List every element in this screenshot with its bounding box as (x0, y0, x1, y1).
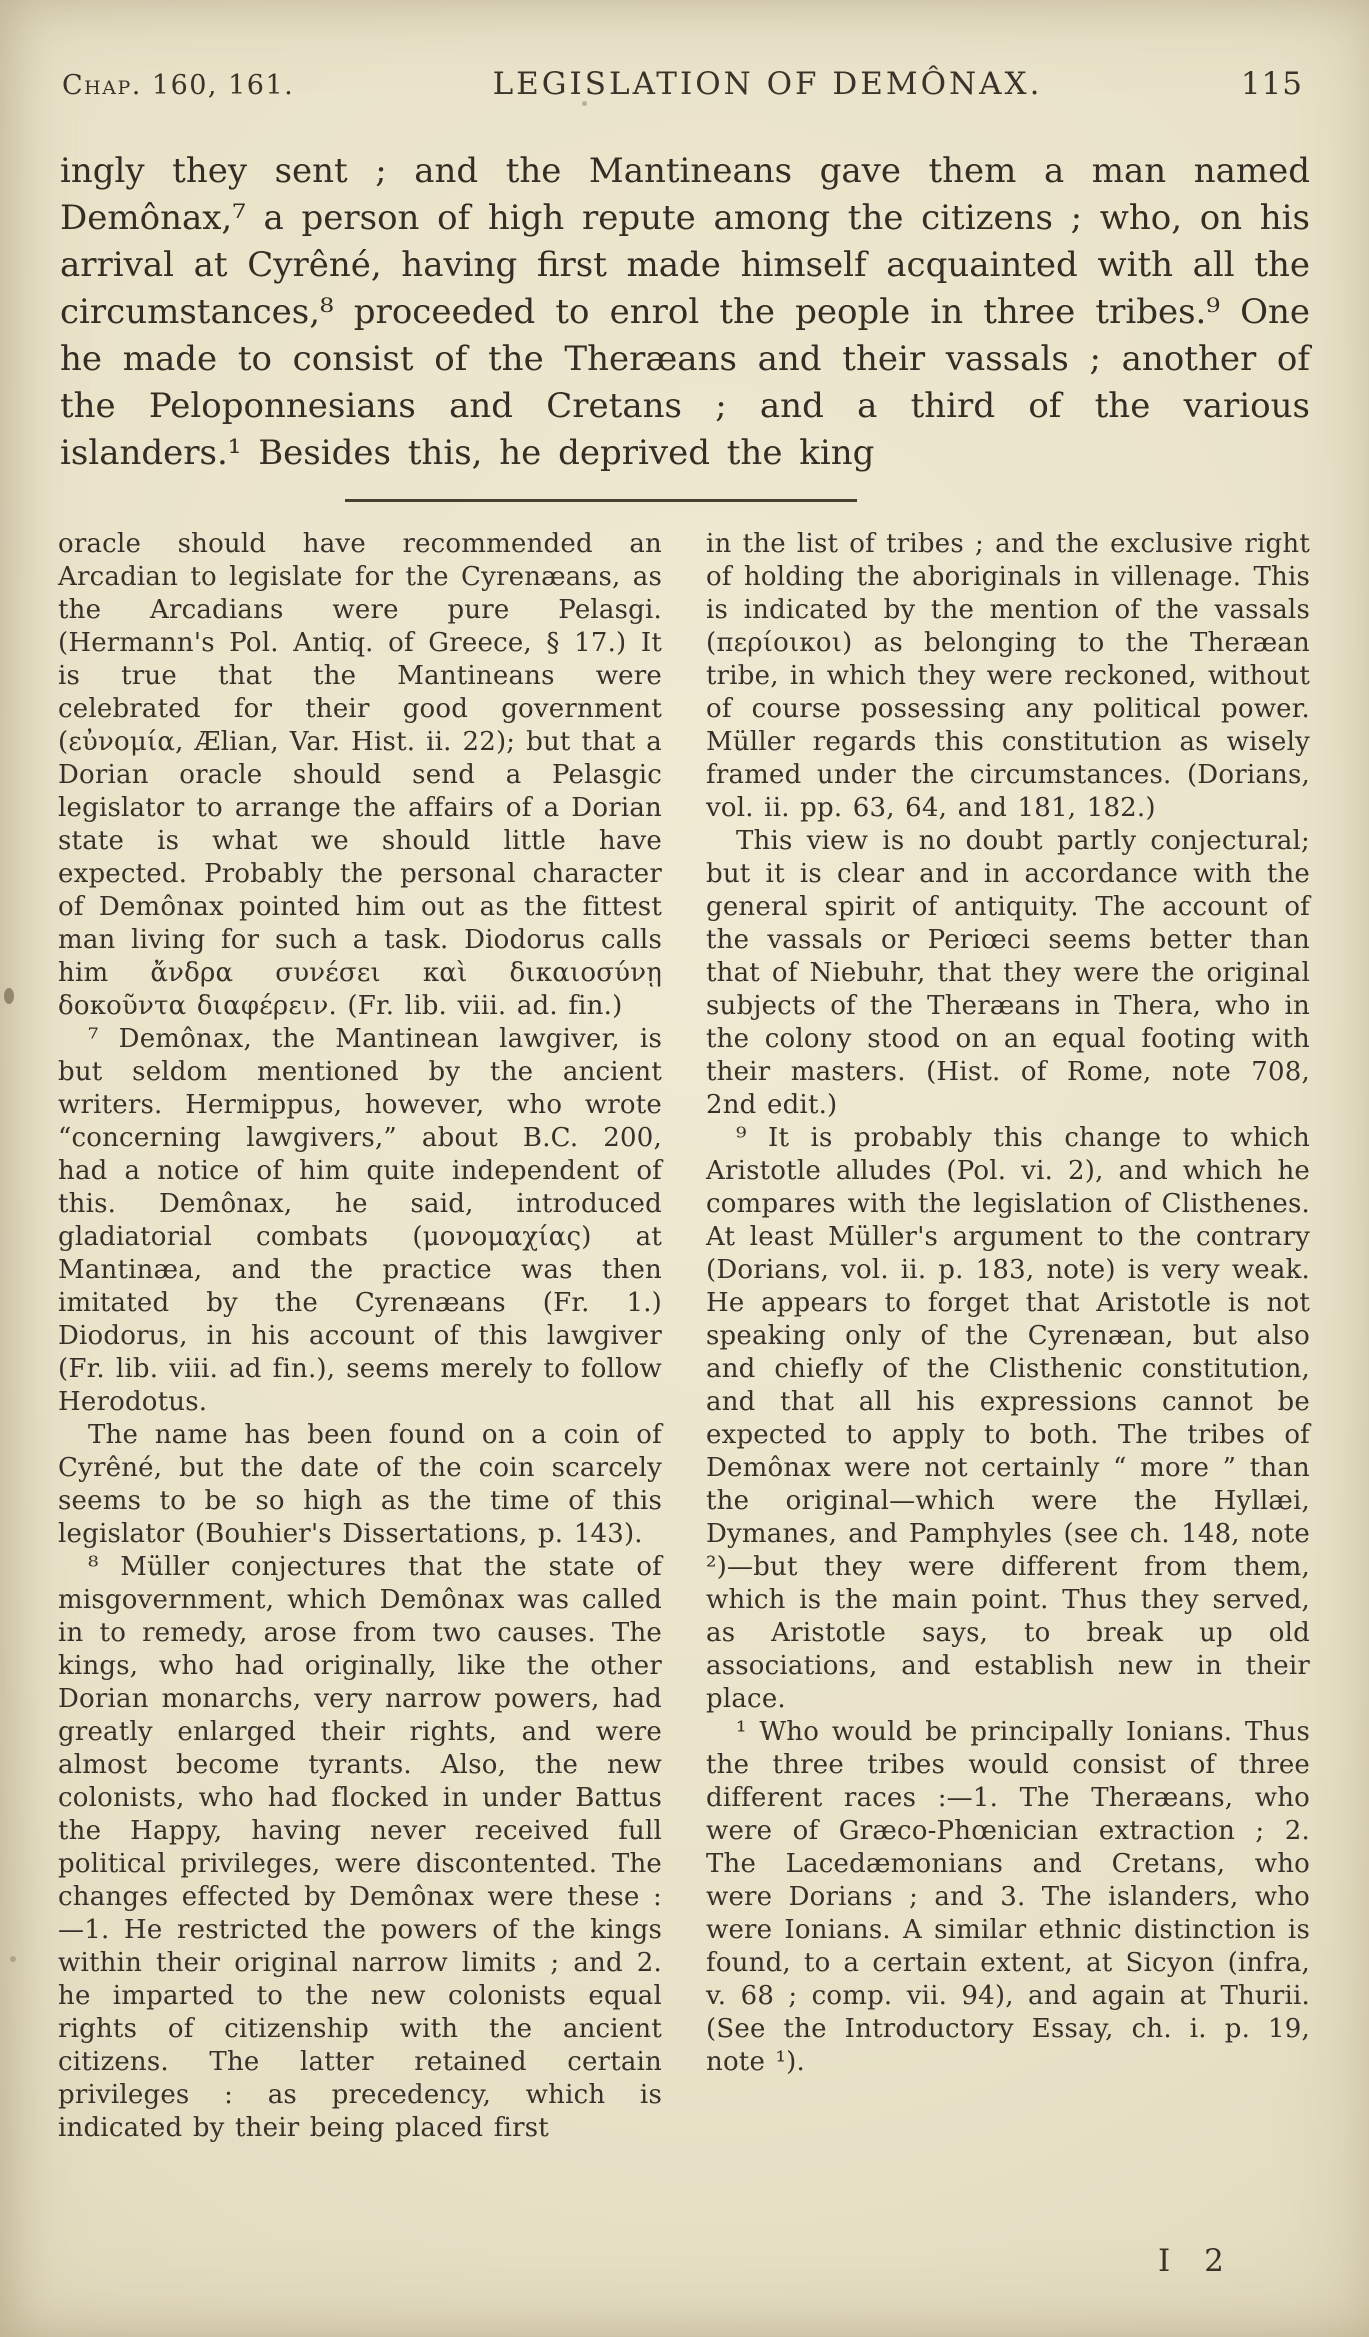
footnote-paragraph: ⁸ Müller conjectures that the state of misgovernment, which Demônax was called in to remedy, arose from two causes. The kings, who had originally, like the other Dorian monarchs, very narrow powers, had greatly enlarged their rights, and were almost become tyrants. Also, the new colonists, who had flocked in under Battus the Happy, having never received full political privileges, were discontented. The changes effected by Demônax were these :—1. He restricted the powers of the kings within their original narrow limits ; and 2. he imparted to the new colonists equal rights of citizenship with the ancient citizens. The latter retained certain privileges : as precedency, which is indicated by their being placed first (58, 1552, 662, 2143)
footnotes-section (58, 528, 1310, 2145)
running-header (62, 66, 1303, 102)
chapter-reference: Chap. 160, 161. (62, 70, 295, 101)
footnote-paragraph: The name has been found on a coin of Cyrêné, but the date of the coin scarcely seems to be so high as the time of this legislator (Bouhier's Dissertations, p. 143). (58, 1420, 662, 1549)
footnotes-right-column (706, 528, 1310, 2145)
page-title: LEGISLATION OF DEMÔNAX. (492, 66, 1043, 102)
footnote-paragraph: ⁷ Demônax, the Mantinean lawgiver, is but seldom mentioned by the ancient writers. Hermippus, however, who wrote “concerning lawgivers,” about B.C. 200, had a notice of him quite independent of this. Demônax, he said, introduced gladiatorial combats (μονομαχίας) at Mantinæa, and the practice was then imitated by the Cyrenæans (Fr. 1.) Diodorus, in his account of this lawgiver (Fr. lib. viii. ad fin.), seems merely to follow Herodotus. (58, 1024, 662, 1417)
paper-speck (4, 988, 14, 1004)
footnote-paragraph: oracle should have recommended an Arcadian to legislate for the Cyrenæans, as the Arcadians were pure Pelasgi. (Hermann's Pol. Antiq. of Greece, § 17.) It is true that the Mantineans were celebrated for their good government (εὐνομία, Ælian, Var. Hist. ii. 22); but that a Dorian oracle should send a Pelasgic legislator to arrange the affairs of a Dorian state is what we should little have expected. Probably the personal character of Demônax pointed him out as the fittest man living for such a task. Diodorus calls him ἄνδρα συνέσει καὶ δικαιοσύνῃ δοκοῦντα διαφέρειν. (Fr. lib. viii. ad. fin.) (58, 529, 662, 1021)
printer-signature-mark: I 2 (1158, 2243, 1236, 2279)
paper-speck (10, 1956, 16, 1962)
page-number: 115 (1240, 66, 1303, 102)
footnote-paragraph: ⁹ It is probably this change to which Aristotle alludes (Pol. vi. 2), and which he compares with the legislation of Clisthenes. At least Müller's argument to the contrary (Dorians, vol. ii. p. 183, note) is very weak. He appears to forget that Aristotle is not speaking only of the Cyrenæan, but also and chiefly of the Clisthenic constitution, and that all his expressions cannot be expected to apply to both. The tribes of Demônax were not certainly “ more ” than the original—which were the Hyllæi, Dymanes, and Pamphyles (see ch. 148, note ²)—but they were different from them, which is the main point. Thus they served, as Aristotle says, to break up old associations, and establish new in their place. (706, 1123, 1310, 1714)
footnote-paragraph: in the list of tribes ; and the exclusive right of holding the aboriginals in villenage. This is indicated by the mention of the vassals (περίοικοι) as belonging to the Theræan tribe, in which they were reckoned, without of course possessing any political power. Müller regards this constitution as wisely framed under the circumstances. (Dorians, vol. ii. pp. 63, 64, and 181, 182.) (706, 529, 1310, 823)
paper-speck (582, 101, 587, 106)
footnote-paragraph: This view is no doubt partly conjectural; but it is clear and in accordance with the general spirit of antiquity. The account of the vassals or Periœci seems better than that of Niebuhr, that they were the original subjects of the Theræans in Thera, who in the colony stood on an equal footing with their masters. (Hist. of Rome, note 708, 2nd edit.) (706, 826, 1310, 1120)
footnote-paragraph: ¹ Who would be principally Ionians. Thus the three tribes would consist of three different races :—1. The Theræans, who were of Græco-Phœnician extraction ; 2. The Lacedæmonians and Cretans, who were Dorians ; and 3. The islanders, who were Ionians. A similar ethnic distinction is found, to a certain extent, at Sicyon (infra, v. 68 ; comp. vii. 94), and again at Thurii. (See the Introductory Essay, ch. i. p. 19, note ¹). (706, 1717, 1310, 2077)
footnotes-left-column (58, 528, 662, 2145)
main-body-paragraph: ingly they sent ; and the Mantineans gave them a man named Demônax,⁷ a person of high repute among the citizens ; who, on his arrival at Cyrêné, having first made himself acquainted with all the circumstances,⁸ proceeded to enrol the people in three tribes.⁹ One he made to consist of the Theræans and their vassals ; another of the Peloponnesians and Cretans ; and a third of the various islanders.¹ Besides this, he deprived the king (60, 151, 1310, 473)
footnote-separator-rule (345, 499, 857, 502)
